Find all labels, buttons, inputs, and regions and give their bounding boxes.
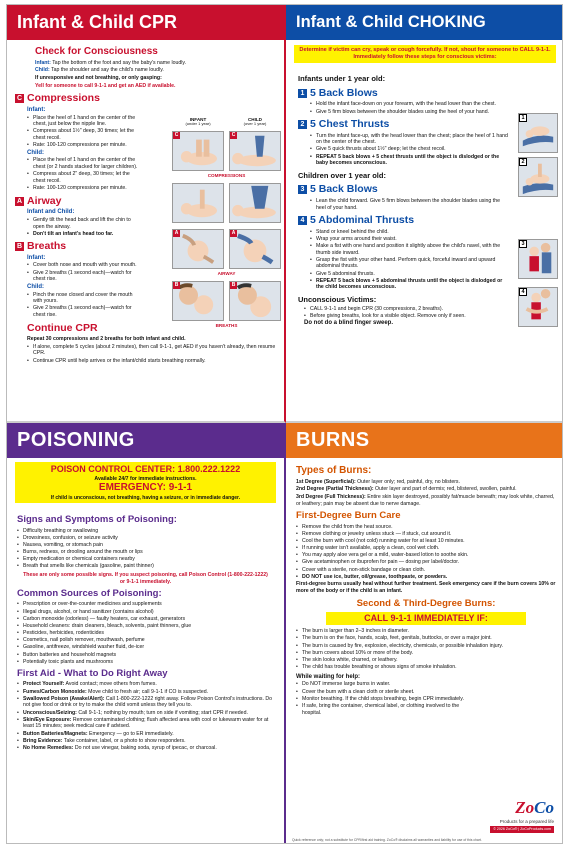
type-second: 2nd Degree (Partial Thickness): Outer layer and part of dermis; red, blistered, swollen, painful. (296, 486, 517, 493)
compressions-heading: C Compressions (16, 92, 100, 105)
check-child: Child: Tap the shoulder and say the child's name loudly. (35, 67, 164, 74)
list-item: • Difficulty breathing or swallowing (17, 528, 274, 535)
signs-note: These are only some possible signs. If you suspect poisoning, call Poison Control (1-800-222-1222) or 9-1-1 immediately. (23, 571, 268, 585)
child-airway-illustration: A (229, 229, 281, 269)
reference-chart (6, 4, 563, 844)
list-item: • The burn is on the face, hands, scalp, feet, genitals, buttocks, or over a major joint. (296, 635, 556, 642)
list-item: • Pesticides, herbicides, rodenticides (17, 630, 274, 637)
list-item: • If safe, bring the container, chemical label, or clothing involved to the hospital. (296, 703, 471, 716)
infant-breaths-illustration: B (172, 281, 224, 321)
infant-airway-illustration: A (172, 229, 224, 269)
airway-caption: AIRWAY (217, 271, 236, 276)
list-item: • If alone, complete 5 cycles (about 2 minutes), then call 9-1-1, get AED if you haven't already, then resume CPR. (27, 344, 277, 357)
letter-b-badge: B (16, 243, 23, 251)
choking-title: Infant & Child CHOKING (296, 13, 486, 31)
list-item: • Rate: 100-120 compressions per minute. (27, 185, 140, 192)
list-item: • Bring Evidence: Take container, label, or a photo to show responders. (17, 738, 274, 745)
infant-compressions-illustration: C (172, 131, 224, 171)
airway-heading: A Airway (16, 194, 62, 207)
child-breaths-illustration: B (229, 281, 281, 321)
list-item: • You may apply aloe vera gel or a mild, water-based lotion to soothe skin. (296, 552, 556, 559)
step4-heading: 4 5 Abdominal Thrusts (298, 214, 510, 227)
cpr-header (7, 5, 284, 40)
check-infant: Infant: Tap the bottom of the foot and say the baby's name loudly. (35, 59, 187, 66)
call-911-banner: CALL 9-1-1 IMMEDIATELY IF: (326, 612, 526, 626)
breaths-child-label: Child: (27, 283, 44, 290)
letter-a-badge: A (16, 197, 23, 205)
list-item: • Remove the child from the heat source. (296, 524, 556, 531)
check-call: Yell for someone to call 9-1-1 and get an AED if available. (35, 82, 176, 89)
list-item: • Before giving breaths, look for a visible object. Remove only if seen. (304, 313, 510, 320)
list-item: • Skin/Eye Exposure: Remove contaminated clothing; flush affected area with cool or lukewarm water for at least 15 minutes; seek medical care if advised. (17, 717, 274, 730)
infant-chest-thrusts-illustration: 2 (518, 157, 558, 197)
list-item: • Gasoline, antifreeze, windshield washer fluid, de-icer (17, 644, 274, 651)
list-item: • Cover both nose and mouth with your mouth. (27, 262, 140, 269)
list-item: • Protect Yourself: Avoid contact; move others from fumes. (17, 681, 274, 688)
list-item: • Pinch the nose closed and cover the mouth with yours. (27, 292, 140, 305)
infant-back-blows-illustration: 1 (518, 113, 558, 153)
infant-section-head: Infants under 1 year old: (298, 74, 386, 84)
poisoning-quadrant (7, 423, 286, 844)
breaths-infant-label: Infant: (27, 254, 46, 261)
poisoning-header (7, 423, 284, 458)
infant-compressions-illustration-2 (172, 183, 224, 223)
list-item: • Compress about 2" deep, 30 times; let the chest recoil. (27, 171, 140, 184)
type-first: 1st Degree (Superficial): Outer layer only; red, painful, dry, no blisters. (296, 478, 460, 485)
unconscious-warning: Do not do a blind finger sweep. (304, 320, 394, 327)
choking-header (286, 5, 563, 40)
child-compressions-illustration: C (229, 131, 281, 171)
list-item: • Carbon monoxide (odorless) — faulty heaters, car exhaust, generators (17, 616, 274, 623)
list-item: • REPEAT 5 back blows + 5 chest thrusts until the object is dislodged or the baby becomes unconscious. (310, 154, 510, 167)
poisoning-title: POISONING (17, 429, 135, 451)
check-heading: Check for Consciousness (35, 46, 158, 57)
child-back-blows-illustration: 3 (518, 239, 558, 279)
wait-heading: While waiting for help: (296, 673, 360, 680)
list-item: • REPEAT 5 back blows + 5 abdominal thrusts until the object is dislodged or the child becomes unconscious. (310, 278, 510, 291)
child-abdominal-thrusts-illustration: 4 (518, 287, 558, 327)
airway-label: Infant and Child: (27, 209, 75, 216)
letter-c-badge: C (16, 95, 23, 103)
list-item: • Cool the burn with cool (not cold) running water for at least 10 minutes. (296, 538, 556, 545)
cpr-title: Infant & Child CPR (17, 12, 177, 32)
brand-block (490, 797, 554, 833)
compressions-child-label: Child: (27, 149, 44, 156)
list-item: • Button Batteries/Magnets: Emergency — go to ER immediately. (17, 731, 274, 738)
list-item: • The skin looks white, charred, or leathery. (296, 657, 556, 664)
child-compressions-illustration-2 (229, 183, 281, 223)
list-item: • Breath that smells like chemicals (gasoline, paint thinner) (17, 563, 274, 570)
list-item: • Gently tilt the head back and lift the chin to open the airway. (27, 217, 140, 230)
choking-banner: Determine if victim can cry, speak or cough forcefully. If not, shout for someone to CALL 9-1-1. Immediately follow these steps for conscious victims: (294, 45, 556, 63)
list-item: • Monitor breathing. If the child stops breathing, begin CPR immediately. (296, 696, 471, 703)
list-item: • Burns, redness, or drooling around the mouth or lips (17, 549, 274, 556)
list-item: • Give acetaminophen or ibuprofen for pain — dosing per label/doctor. (296, 559, 556, 566)
brand-copyright: © 2026 ZoCo® | ZoCoProducts.com (490, 826, 554, 833)
list-item: • Empty medication or chemical containers nearby (17, 556, 274, 563)
list-item: • The burn is caused by fire, explosion, electricity, chemicals, or possible inhalation injury. (296, 643, 556, 650)
list-item: • Cover the burn with a clean cloth or sterile sheet. (296, 689, 471, 696)
check-note: If unresponsive and not breathing, or only gasping: (35, 75, 162, 82)
list-item: • The burn is larger than 2–3 inches in diameter. (296, 628, 556, 635)
cpr-quadrant (7, 5, 286, 423)
list-item: • No Home Remedies: Do not use vinegar, baking soda, syrup of ipecac, or charcoal. (17, 745, 274, 752)
list-item: • Prescription or over-the-counter medicines and supplements (17, 601, 274, 608)
list-item: • Give 5 firm blows between the shoulder blades using the heel of your hand. (310, 109, 510, 116)
list-item: • Cover with a sterile, non-stick bandage or clean cloth. (296, 567, 556, 574)
burns-quadrant (286, 423, 563, 844)
burns-header (286, 423, 563, 458)
emergency-note: If child is unconscious, not breathing, having a seizure, or in immediate danger. (50, 494, 241, 501)
list-item: • Lean the child forward. Give 5 firm blows between the shoulder blades using the heel of your hand. (310, 198, 510, 211)
infant-column-head: INFANT (under 1 year) (185, 117, 211, 127)
list-item: • DO NOT use ice, butter, oil/grease, toothpaste, or powders. (296, 574, 556, 581)
poison-control-box (15, 462, 276, 503)
list-item: • Place the heel of 1 hand on the center of the chest (or 2 hands stacked for larger children). (27, 157, 140, 170)
list-item: • Give 5 quick thrusts about 1½" deep; let the chest recoil. (310, 146, 510, 153)
second-degree-heading: Second & Third-Degree Burns: (356, 597, 496, 609)
burns-title: BURNS (296, 429, 370, 451)
list-item: • The child has trouble breathing or shows signs of smoke inhalation. (296, 664, 556, 671)
sources-heading: Common Sources of Poisoning: (17, 588, 162, 600)
list-item: • Swallowed Poison (Awake/Alert): Call 1-800-222-1222 right away. Follow Poison Control's instructions. Do not give food or drink or try to make the child vomit unless they tell you to. (17, 696, 274, 709)
child-column-head: CHILD (over 1 year) (243, 117, 267, 127)
poison-control-number: POISON CONTROL CENTER: 1.800.222.1222 (50, 464, 241, 474)
list-item: • Place the heel of 1 hand on the center of the chest, just below the nipple line. (27, 115, 140, 128)
list-item: • The burn covers about 10% or more of the body. (296, 650, 556, 657)
list-item: • Give 2 breaths (1 second each)—watch for chest rise. (27, 270, 140, 283)
list-item: • Rate: 100-120 compressions per minute. (27, 142, 140, 149)
list-item: • Hold the infant face-down on your forearm, with the head lower than the chest. (310, 101, 510, 108)
disclaimer: Quick reference only; not a substitute for CPR/first aid training. ZoCo® disclaims all warranties and liability for use of this chart. (292, 837, 482, 842)
compressions-infant-label: Infant: (27, 106, 46, 113)
first-aid-heading: First Aid - What to Do Right Away (17, 668, 168, 680)
list-item: • Compress about 1½" deep, 30 times; let the chest recoil. (27, 128, 140, 141)
list-item: • Give 2 breaths (1 second each)—watch for chest rise. (27, 305, 140, 318)
brand-tagline: Products for a prepared life (499, 818, 554, 824)
zoco-logo: ZoCo (515, 797, 554, 817)
list-item: • Drowsiness, confusion, or seizure activity (17, 535, 274, 542)
list-item: • CALL 9-1-1 and begin CPR (30 compressions, 2 breaths). (304, 306, 510, 313)
list-item: • Potentially toxic plants and mushrooms (17, 659, 274, 666)
list-item: • Button batteries and household magnets (17, 652, 274, 659)
list-item: • Unconscious/Seizing: Call 9-1-1; nothing by mouth; turn on side if vomiting; start CPR if needed. (17, 710, 274, 717)
list-item: • Do NOT immerse large burns in water. (296, 681, 471, 688)
type-third: 3rd Degree (Full Thickness): Entire skin layer destroyed, possibly fat/muscle beneath; may look white, charred, or leathery; pain may be absent due to nerve damage. (296, 494, 555, 507)
step2-heading: 2 5 Chest Thrusts (298, 118, 510, 131)
list-item: • Stand or kneel behind the child. (310, 229, 510, 236)
list-item: • Illegal drugs, alcohol, or hand sanitizer (contains alcohol) (17, 609, 274, 616)
list-item: • Grasp the fist with your other hand. Perform quick, forceful inward and upward abdominal thrusts. (310, 257, 510, 270)
list-item: • Wrap your arms around their waist. (310, 236, 510, 243)
continue-heading: Continue CPR (27, 321, 98, 334)
list-item: • Don't tilt an infant's head too far. (27, 231, 140, 238)
list-item: • Continue CPR until help arrives or the infant/child starts breathing normally. (27, 358, 277, 365)
list-item: • Cosmetics, nail polish remover, mouthwash, perfume (17, 637, 274, 644)
compressions-caption: COMPRESSIONS (207, 173, 246, 178)
list-item: • Make a fist with one hand and position it slightly above the child's navel, with the thumb side inward. (310, 243, 510, 256)
types-heading: Types of Burns: (296, 465, 372, 476)
first-degree-note: First-degree burns usually heal without further treatment. Seek emergency care if the burn covers 10% or more of the body or if the child is an infant. (296, 581, 556, 594)
list-item: • Turn the infant face-up, with the head lower than the chest; place the heel of 1 hand on the center of the chest. (310, 133, 510, 146)
list-item: • Fumes/Carbon Monoxide: Move child to fresh air; call 9-1-1 if CO is suspected. (17, 689, 274, 696)
continue-intro: Repeat 30 compressions and 2 breaths for both infant and child. (27, 336, 186, 343)
list-item: • Nausea, vomiting, or stomach pain (17, 542, 274, 549)
emergency-number: EMERGENCY: 9-1-1 (98, 482, 193, 494)
child-section-head: Children over 1 year old: (298, 170, 386, 180)
choking-quadrant (286, 5, 563, 423)
poison-control-availability: Available 24/7 for immediate instructions. (94, 475, 197, 482)
unconscious-heading: Unconscious Victims: (298, 295, 377, 305)
step1-heading: 1 5 Back Blows (298, 87, 510, 100)
breaths-caption: BREATHS (215, 323, 238, 328)
list-item: • Household cleaners: drain cleaners, bleach, solvents, paint thinners, glue (17, 623, 274, 630)
breaths-heading: B Breaths (16, 240, 67, 253)
list-item: • If running water isn't available, apply a clean, cool wet cloth. (296, 545, 556, 552)
list-item: • Remove clothing or jewelry unless stuck — if stuck, cut around it. (296, 531, 556, 538)
step3-heading: 3 5 Back Blows (298, 183, 510, 196)
signs-heading: Signs and Symptoms of Poisoning: (17, 514, 177, 526)
list-item: • Give 5 abdominal thrusts. (310, 271, 510, 278)
first-degree-heading: First-Degree Burn Care (296, 510, 401, 522)
